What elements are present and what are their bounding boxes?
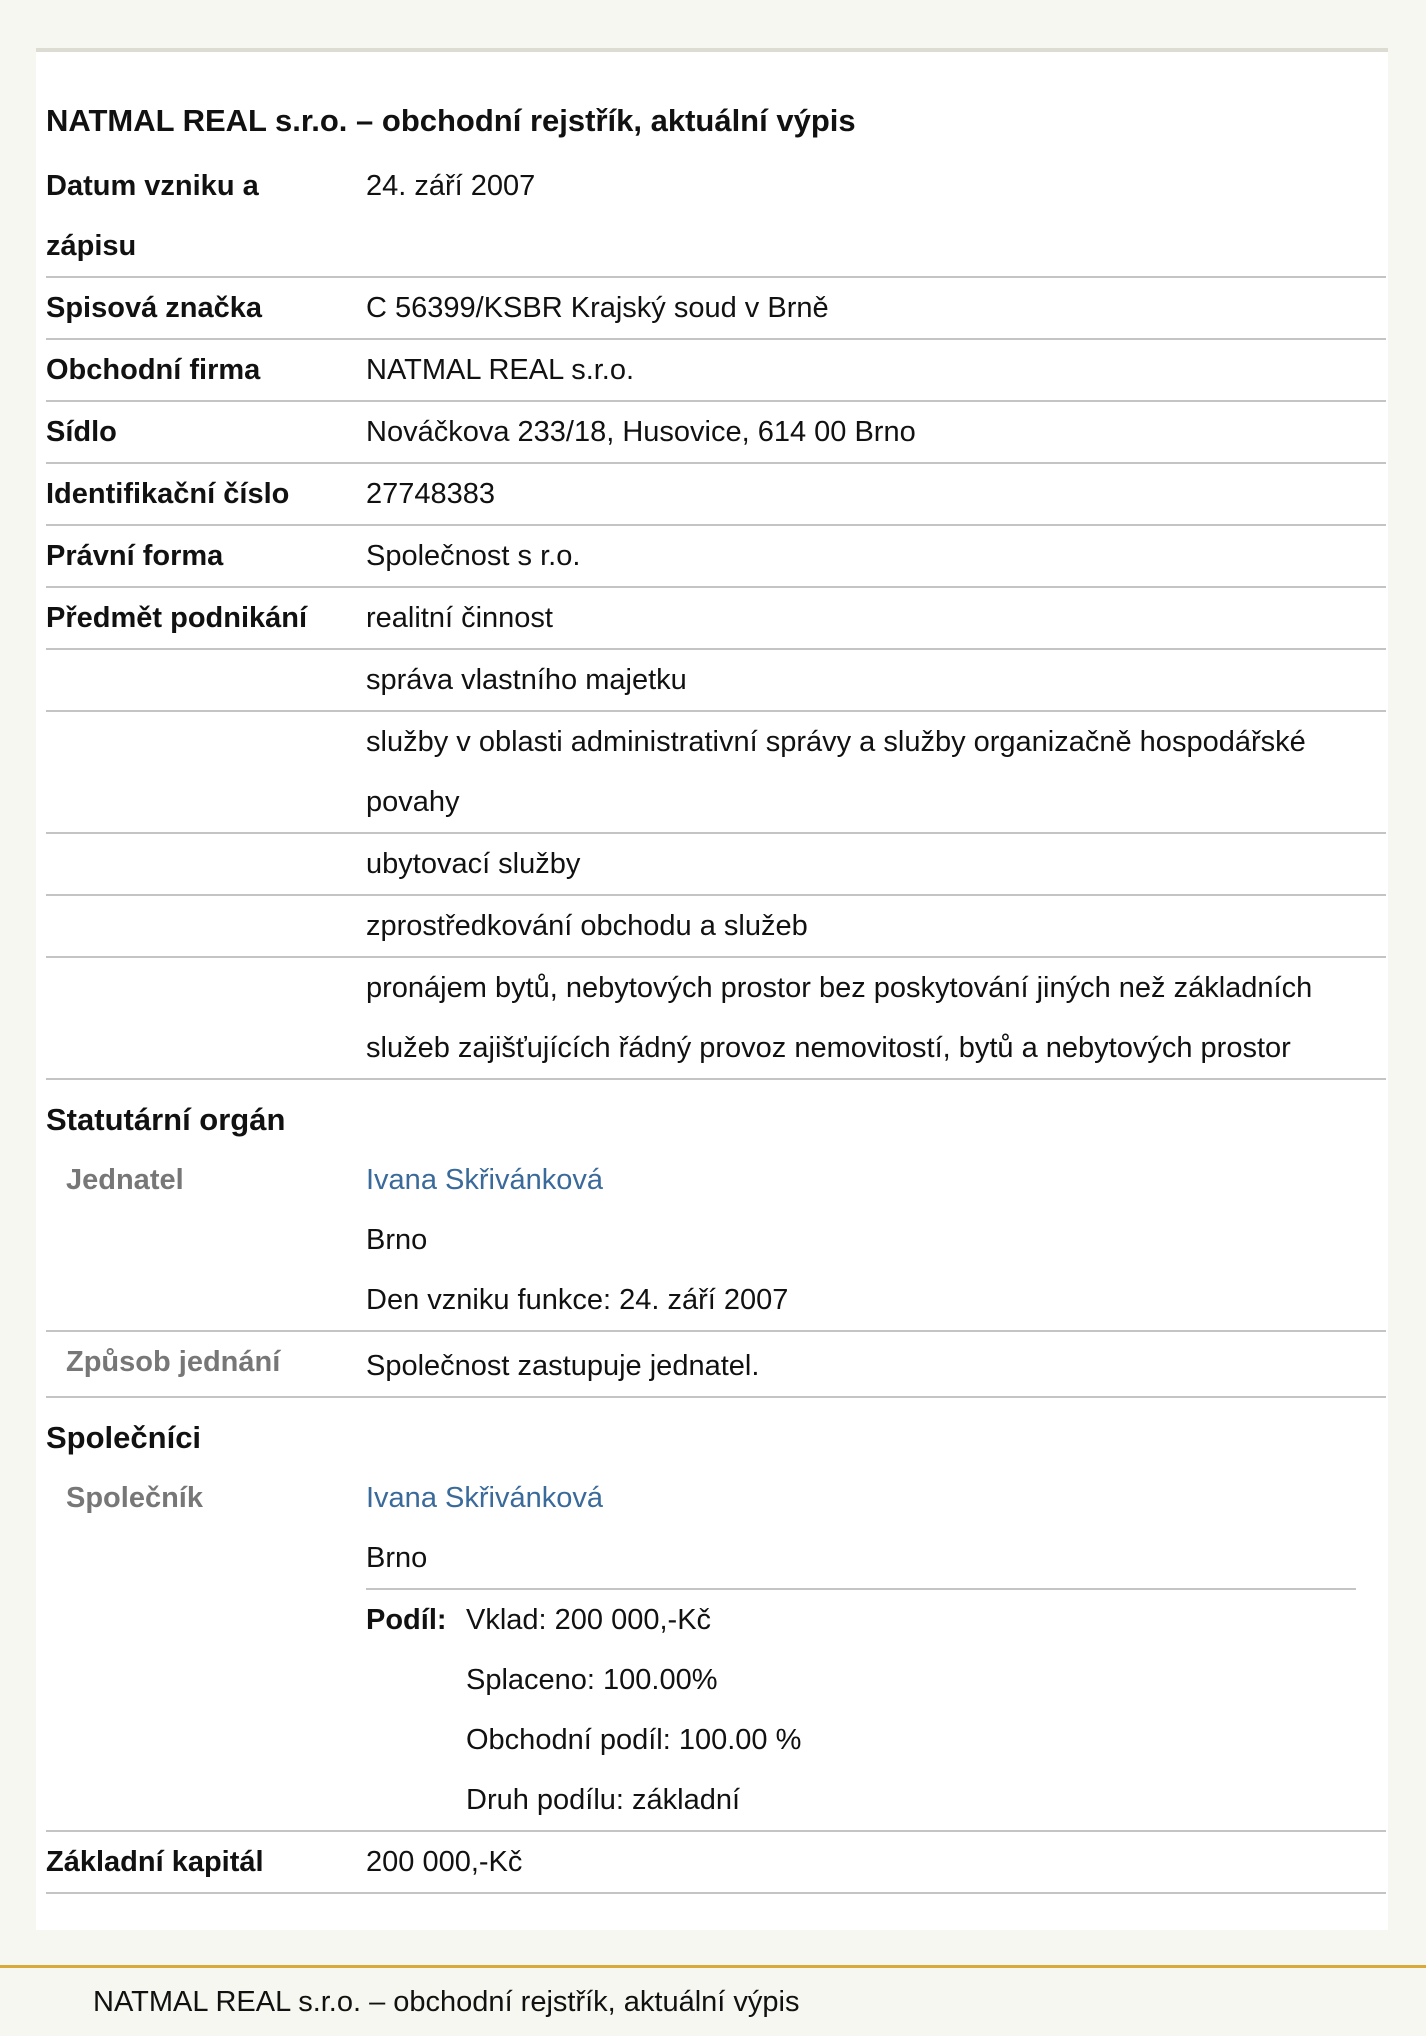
activity-item: služby v oblasti administrativní správy a služby organizačně hospodářské povahy [366, 726, 1306, 818]
section-statutory-body: Statutární orgán [46, 1102, 286, 1137]
podil-line: Druh podílu: základní [466, 1784, 741, 1816]
info-row [46, 156, 1386, 278]
content-card [36, 48, 1388, 1930]
activity-row-label: Předmět podnikání [46, 602, 308, 634]
info-row-label: Obchodní firma [46, 354, 261, 386]
podil-line: Splaceno: 100.00% [466, 1664, 718, 1696]
spolecnik-details [366, 1468, 1386, 1830]
activity-row [46, 712, 1386, 834]
capital-label: Základní kapitál [46, 1846, 264, 1878]
basic-info-table [46, 156, 1386, 588]
activity-row [46, 588, 1386, 650]
activity-row [46, 958, 1386, 1080]
jednatel-row [46, 1150, 1386, 1332]
podil-line: Vklad: 200 000,-Kč [466, 1604, 712, 1636]
jednatel-city: Brno [366, 1224, 428, 1256]
podil-details [466, 1590, 1356, 1830]
info-row [46, 340, 1386, 402]
info-row [46, 278, 1386, 340]
activity-row-label [46, 896, 366, 956]
footer-title: NATMAL REAL s.r.o. – obchodní rejstřík, aktuální výpis [93, 1986, 800, 2018]
info-row-label: Identifikační číslo [46, 478, 290, 510]
register-extract [46, 96, 1386, 1894]
info-row [46, 464, 1386, 526]
info-row [46, 526, 1386, 588]
info-row-value: C 56399/KSBR Krajský soud v Brně [366, 292, 829, 324]
activity-item: správa vlastního majetku [366, 664, 687, 696]
info-row [46, 402, 1386, 464]
page-title: NATMAL REAL s.r.o. – obchodní rejstřík, aktuální výpis [46, 103, 856, 138]
spolecnik-name-link[interactable]: Ivana Skřivánková [366, 1482, 603, 1514]
capital-row [46, 1832, 1386, 1894]
activity-item: pronájem bytů, nebytových prostor bez poskytování jiných než základních služeb zajišťujících řádný provoz nemovitostí, bytů a nebytových prostor [366, 972, 1313, 1064]
podil-label: Podíl: [366, 1604, 447, 1636]
zpusob-jednani-row [46, 1332, 1386, 1398]
info-row-value: 24. září 2007 [366, 170, 536, 202]
jednatel-label: Jednatel [66, 1164, 184, 1196]
activity-item: realitní činnost [366, 602, 553, 634]
info-row-value: NATMAL REAL s.r.o. [366, 354, 635, 386]
zpusob-jednani-label: Způsob jednání [66, 1346, 281, 1378]
info-row-value: Nováčkova 233/18, Husovice, 614 00 Brno [366, 416, 916, 448]
section-shareholders: Společníci [46, 1420, 202, 1455]
activity-row [46, 834, 1386, 896]
activity-item: ubytovací služby [366, 848, 581, 880]
activity-row [46, 896, 1386, 958]
podil-row [366, 1588, 1356, 1830]
info-row-label: Datum vzniku a zápisu [46, 170, 259, 262]
activity-row-label [46, 712, 366, 832]
business-activities [46, 588, 1386, 1080]
jednatel-since: Den vzniku funkce: 24. září 2007 [366, 1284, 789, 1316]
info-row-label: Sídlo [46, 416, 117, 448]
info-row-label: Právní forma [46, 540, 224, 572]
spolecnik-row [46, 1468, 1386, 1832]
zpusob-jednani-value: Společnost zastupuje jednatel. [366, 1350, 760, 1382]
activity-row-label [46, 650, 366, 710]
info-row-value: Společnost s r.o. [366, 540, 581, 572]
jednatel-details [366, 1150, 1386, 1330]
footer [0, 1965, 1426, 2036]
info-row-value: 27748383 [366, 478, 496, 510]
podil-line: Obchodní podíl: 100.00 % [466, 1724, 802, 1756]
spolecnik-label: Společník [66, 1482, 203, 1514]
capital-value: 200 000,-Kč [366, 1846, 523, 1878]
activity-row-label [46, 834, 366, 894]
activity-item: zprostředkování obchodu a služeb [366, 910, 808, 942]
activity-row [46, 650, 1386, 712]
spolecnik-city: Brno [366, 1542, 428, 1574]
activity-row-label [46, 958, 366, 1078]
jednatel-name-link[interactable]: Ivana Skřivánková [366, 1164, 603, 1196]
info-row-label: Spisová značka [46, 292, 262, 324]
